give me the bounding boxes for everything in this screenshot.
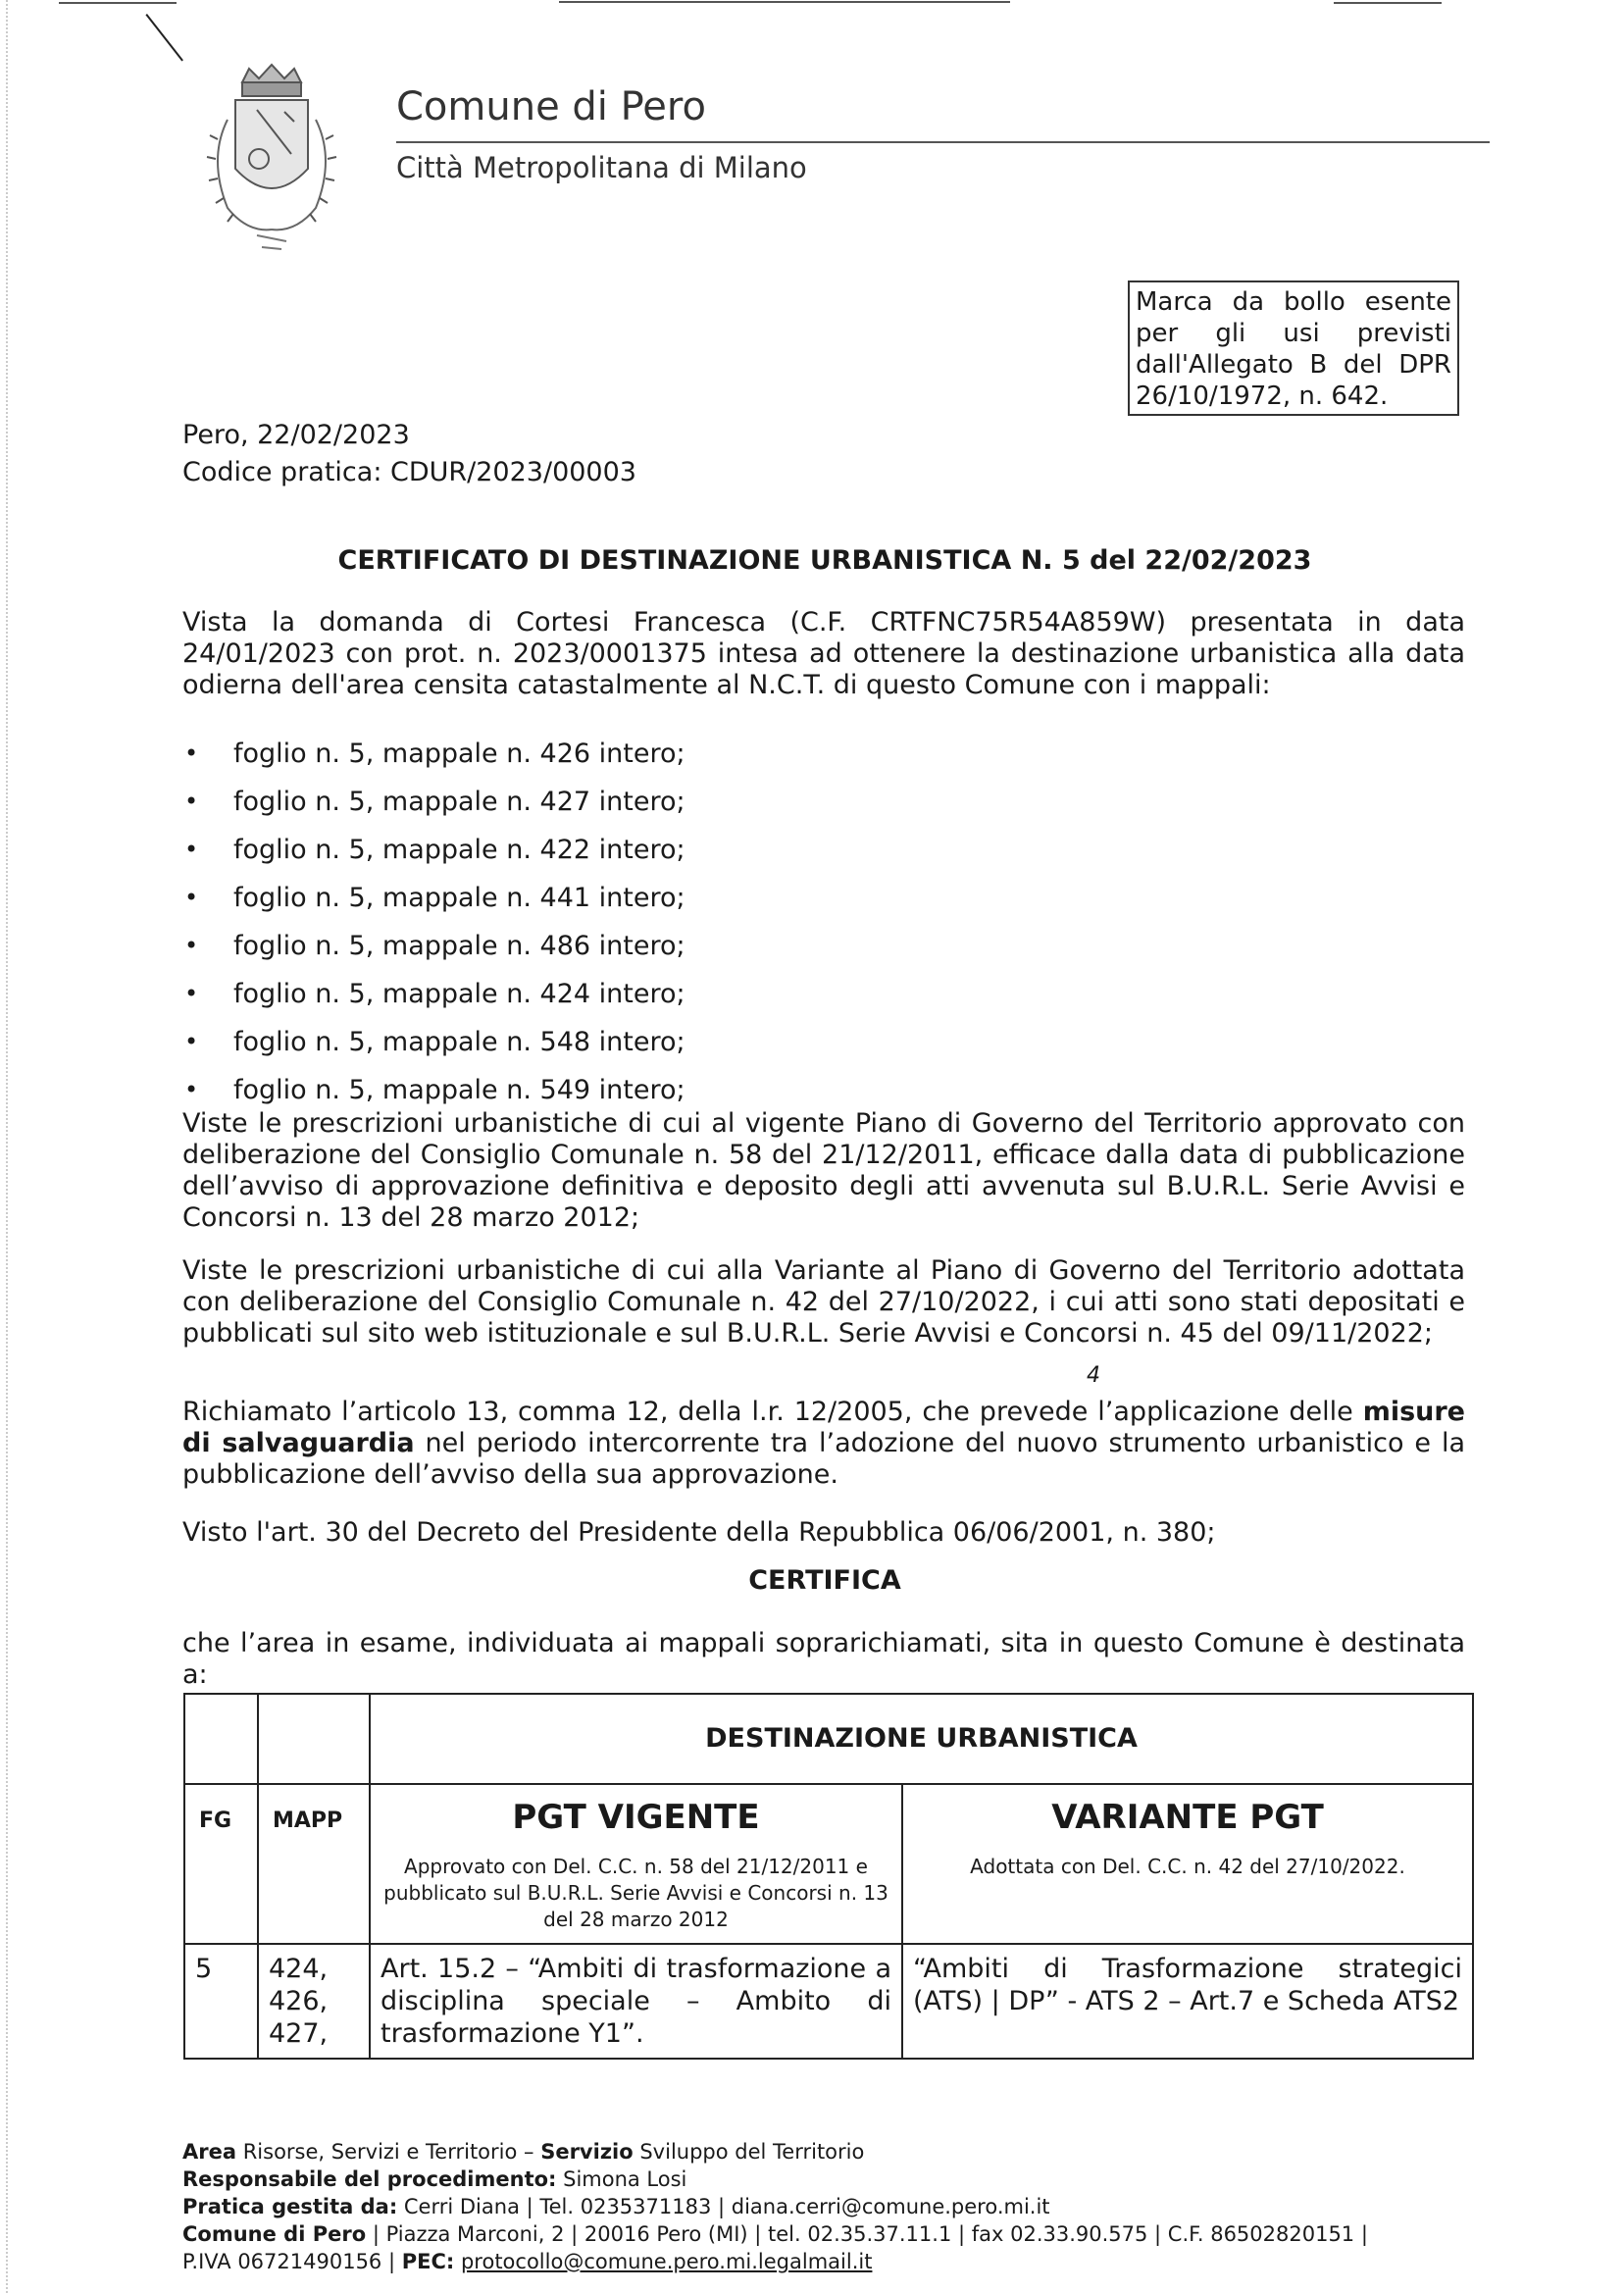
- column-header-mapp: MAPP: [258, 1784, 370, 1944]
- footer-area-label: Area: [182, 2140, 237, 2164]
- pgt-vigente-paragraph: Viste le prescrizioni urbanistiche di cui al vigente Piano di Governo del Territorio approvato con deliberazione del Consiglio Comunale n. 58 del 21/12/2011, efficace dalla data di pubblicazione dell’avviso di approvazione definitiva e deposito degli atti avvenuta sul B.U.R.L. Serie Avvisi e Concorsi n. 13 del 28 marzo 2012;: [182, 1108, 1465, 1233]
- place-date-block: [182, 417, 636, 491]
- scan-artifact-top: [0, 0, 1624, 6]
- certifica-heading: CERTIFICA: [748, 1565, 901, 1596]
- row-pgt-vigente: Art. 15.2 – “Ambiti di trasformazione a disciplina speciale – Ambito di trasformazione Y1”.: [370, 1944, 902, 2059]
- footer-responsible-name: Simona Losi: [556, 2167, 687, 2191]
- destination-intro: che l’area in esame, individuata ai mappali soprarichiamati, sita in questo Comune è destinata a:: [182, 1628, 1465, 1690]
- variante-pgt-title: VARIANTE PGT: [1051, 1798, 1324, 1837]
- list-item: • foglio n. 5, mappale n. 422 intero;: [182, 826, 1163, 874]
- metropolitan-city: Città Metropolitana di Milano: [396, 151, 807, 184]
- column-header-pgt-vigente: [370, 1784, 902, 1944]
- footer-pec-label: PEC:: [401, 2250, 455, 2273]
- empty-cell: [258, 1694, 370, 1784]
- footer-managed-label: Pratica gestita da:: [182, 2195, 398, 2218]
- table-title: DESTINAZIONE URBANISTICA: [370, 1694, 1473, 1784]
- dpr-paragraph: Visto l'art. 30 del Decreto del Presidente della Repubblica 06/06/2001, n. 380;: [182, 1517, 1216, 1548]
- practice-code: Codice pratica: CDUR/2023/00003: [182, 457, 636, 487]
- pgt-vigente-title: PGT VIGENTE: [512, 1798, 760, 1837]
- footer-managed-contact: Cerri Diana | Tel. 0235371183 | diana.cerri@comune.pero.mi.it: [397, 2195, 1050, 2218]
- column-header-fg: FG: [184, 1784, 258, 1944]
- footer: [182, 2138, 1368, 2275]
- footer-service-text: Sviluppo del Territorio: [633, 2140, 865, 2164]
- parcel-list: [182, 730, 1163, 1114]
- footer-responsible: [182, 2166, 1368, 2193]
- variante-pgt-subtitle: Adottata con Del. C.C. n. 42 del 27/10/2022.: [970, 1855, 1405, 1878]
- safeguard-bold: misure di salvaguardia: [182, 1397, 1465, 1458]
- municipal-crest-logo: [188, 61, 355, 267]
- municipality-name: Comune di Pero: [396, 84, 706, 129]
- pgt-vigente-subtitle: Approvato con Del. C.C. n. 58 del 21/12/2011 e pubblicato sul B.U.R.L. Serie Avvisi e Concorsi n. 13 del 28 marzo 2012: [383, 1855, 888, 1931]
- scan-artifact-margin: [6, 0, 9, 2293]
- list-item: • foglio n. 5, mappale n. 427 intero;: [182, 778, 1163, 826]
- row-mapp: 424, 426, 427,: [258, 1944, 370, 2059]
- footer-municipality-label: Comune di Pero: [182, 2222, 367, 2246]
- footer-area-text: Risorse, Servizi e Territorio –: [236, 2140, 541, 2164]
- pgt-variante-paragraph: Viste le prescrizioni urbanistiche di cui alla Variante al Piano di Governo del Territorio adottata con deliberazione del Consiglio Comunale n. 42 del 27/10/2022, i cui atti sono stati depositati e pubblicati sul sito web istituzionale e sul B.U.R.L. Serie Avvisi e Concorsi n. 45 del 09/11/2022;: [182, 1255, 1465, 1349]
- footer-responsible-label: Responsabile del procedimento:: [182, 2167, 557, 2191]
- destination-table: [183, 1693, 1474, 2060]
- stamp-duty-box: Marca da bollo esente per gli usi previsti dall'Allegato B del DPR 26/10/1972, n. 642.: [1128, 280, 1459, 416]
- footer-vat: P.IVA 06721490156 |: [182, 2250, 402, 2273]
- empty-cell: [184, 1694, 258, 1784]
- scan-artifact-slash: [145, 14, 183, 62]
- header-divider: [396, 141, 1490, 143]
- footer-service-label: Servizio: [540, 2140, 634, 2164]
- request-paragraph: Vista la domanda di Cortesi Francesca (C.F. CRTFNC75R54A859W) presentata in data 24/01/2023 con prot. n. 2023/0001375 intesa ad ottenere la destinazione urbanistica alla data odierna dell'area censita catastalmente al N.C.T. di questo Comune con i mappali:: [182, 607, 1465, 700]
- row-fg: 5: [184, 1944, 258, 2059]
- list-item: • foglio n. 5, mappale n. 426 intero;: [182, 730, 1163, 778]
- safeguard-text-after: nel periodo intercorrente tra l’adozione del nuovo strumento urbanistico e la pubblicazione dell’avviso della sua approvazione.: [182, 1428, 1466, 1490]
- certificate-title: CERTIFICATO DI DESTINAZIONE URBANISTICA N. 5 del 22/02/2023: [337, 545, 1312, 576]
- list-item: • foglio n. 5, mappale n. 424 intero;: [182, 970, 1163, 1018]
- footer-municipality-contact: | Piazza Marconi, 2 | 20016 Pero (MI) | tel. 02.35.37.11.1 | fax 02.33.90.575 | C.F. 86502820151 |: [366, 2222, 1368, 2246]
- list-item: • foglio n. 5, mappale n. 549 intero;: [182, 1066, 1163, 1114]
- column-header-variante-pgt: [902, 1784, 1473, 1944]
- place-date: Pero, 22/02/2023: [182, 420, 410, 450]
- safeguard-paragraph: [182, 1397, 1465, 1491]
- footer-area: [182, 2138, 1368, 2166]
- list-item: • foglio n. 5, mappale n. 441 intero;: [182, 874, 1163, 922]
- pec-email-link[interactable]: protocollo@comune.pero.mi.legalmail.it: [460, 2250, 873, 2273]
- handwritten-mark: 4: [1087, 1363, 1100, 1388]
- footer-managed-by: [182, 2193, 1368, 2220]
- row-variante-pgt: “Ambiti di Trasformazione strategici (ATS) | DP” - ATS 2 – Art.7 e Scheda ATS2: [902, 1944, 1473, 2059]
- safeguard-text-before: Richiamato l’articolo 13, comma 12, della l.r. 12/2005, che prevede l’applicazione delle: [182, 1397, 1363, 1427]
- footer-vat-pec: [182, 2248, 1368, 2275]
- list-item: • foglio n. 5, mappale n. 486 intero;: [182, 922, 1163, 970]
- list-item: • foglio n. 5, mappale n. 548 intero;: [182, 1018, 1163, 1066]
- footer-municipality: [182, 2220, 1368, 2248]
